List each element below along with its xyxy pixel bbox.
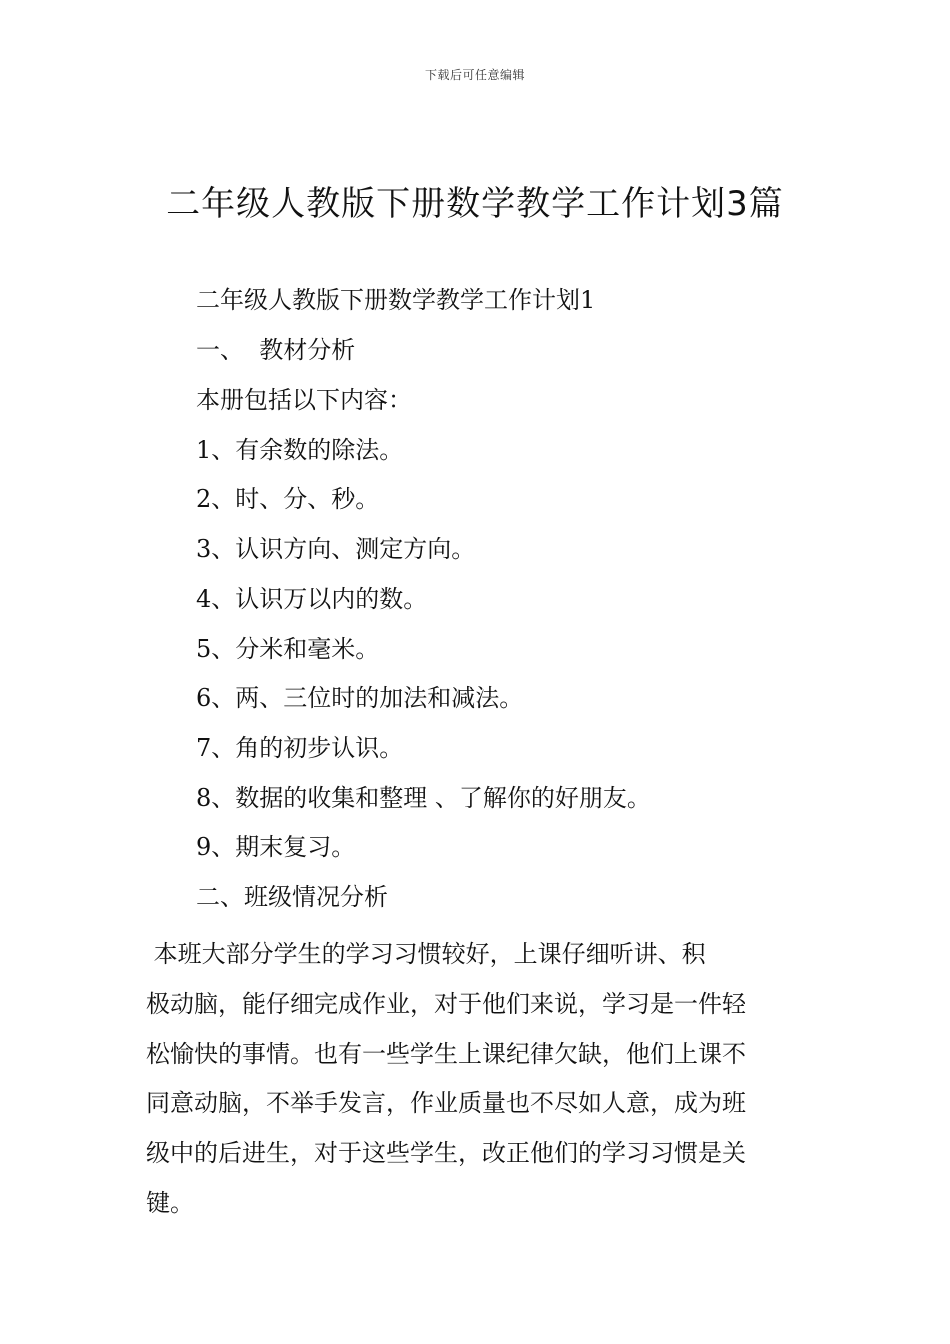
section-heading-class-analysis: 二、班级情况分析 <box>196 883 388 911</box>
content-item: 7、角的初步认识。 <box>196 734 404 762</box>
contents-intro: 本册包括以下内容： <box>196 386 412 414</box>
header-note: 下载后可任意编辑 <box>424 68 525 82</box>
content-item: 1、有余数的除法。 <box>196 436 404 464</box>
class-analysis-paragraph <box>146 930 811 1229</box>
plan-subtitle: 二年级人教版下册数学教学工作计划1 <box>196 286 596 314</box>
paragraph-line: 极动脑，能仔细完成作业，对于他们来说，学习是一件轻 <box>146 989 746 1018</box>
document-title: 二年级人教版下册数学教学工作计划3篇 <box>166 184 784 224</box>
content-item: 2、时、分、秒。 <box>196 485 380 513</box>
paragraph-line: 本班大部分学生的学习习惯较好，上课仔细听讲、积 <box>146 940 706 968</box>
content-item: 8、数据的收集和整理 、了解你的好朋友。 <box>196 784 651 812</box>
content-item: 3、认识方向、测定方向。 <box>196 535 476 563</box>
paragraph-line: 键。 <box>146 1188 194 1217</box>
content-item: 9、期末复习。 <box>196 833 356 861</box>
paragraph-line: 同意动脑，不举手发言，作业质量也不尽如人意，成为班 <box>146 1089 746 1118</box>
content-item: 4、认识万以内的数。 <box>196 585 428 613</box>
paragraph-line: 松愉快的事情。也有一些学生上课纪律欠缺，他们上课不 <box>146 1039 746 1068</box>
content-item: 5、分米和毫米。 <box>196 635 380 663</box>
paragraph-line: 级中的后进生，对于这些学生，改正他们的学习习惯是关 <box>146 1139 746 1168</box>
content-item: 6、两、三位时的加法和减法。 <box>196 684 524 712</box>
section-heading-textbook-analysis: 一、 教材分析 <box>196 336 356 364</box>
